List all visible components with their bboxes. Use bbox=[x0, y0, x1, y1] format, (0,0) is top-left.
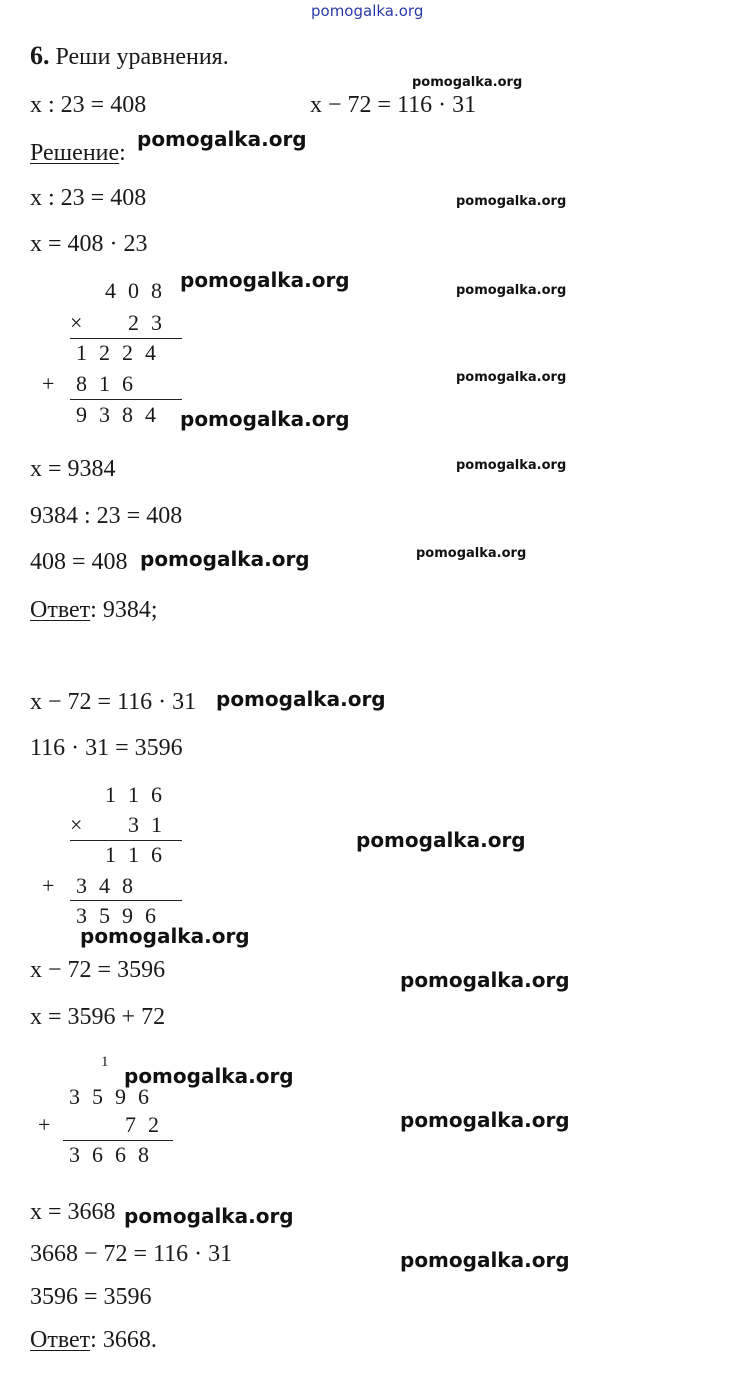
digit: 8 bbox=[122, 402, 133, 427]
digit: 1 bbox=[128, 782, 139, 807]
watermark: pomogalka.org bbox=[400, 968, 570, 992]
digit: 6 bbox=[122, 371, 133, 396]
p1-line-3: x = 9384 bbox=[30, 456, 116, 482]
digit: 1 bbox=[76, 340, 87, 365]
p2-add-carry: 1 bbox=[101, 1054, 109, 1070]
p2-line-7: 3596 = 3596 bbox=[30, 1284, 152, 1310]
solution-colon: : bbox=[119, 140, 126, 166]
digit: 1 bbox=[99, 371, 110, 396]
watermark: pomogalka.org bbox=[400, 1108, 570, 1132]
watermark: pomogalka.org bbox=[416, 546, 527, 561]
digit: 7 bbox=[125, 1112, 136, 1137]
p1-mult-rule-2 bbox=[70, 399, 182, 400]
p1-line-4: 9384 : 23 = 408 bbox=[30, 503, 183, 529]
p2-add-rule bbox=[63, 1140, 173, 1141]
digit: 3 bbox=[99, 402, 110, 427]
watermark: pomogalka.org bbox=[456, 458, 567, 473]
digit: 6 bbox=[151, 782, 162, 807]
p1-answer-line bbox=[30, 596, 158, 624]
digit: 8 bbox=[151, 278, 162, 303]
watermark: pomogalka.org bbox=[180, 268, 350, 292]
digit: 3 bbox=[151, 310, 162, 335]
p1-mult-partial-1 bbox=[70, 340, 162, 366]
p2-mult-rule-2 bbox=[70, 900, 182, 901]
digit: 8 bbox=[138, 1142, 149, 1167]
p2-answer-line bbox=[30, 1326, 157, 1354]
digit: 5 bbox=[99, 903, 110, 928]
site-header-watermark: pomogalka.org bbox=[311, 2, 424, 20]
task-equation-1: x : 23 = 408 bbox=[30, 92, 147, 118]
watermark: pomogalka.org bbox=[356, 828, 526, 852]
digit: 6 bbox=[145, 903, 156, 928]
solution-label-line bbox=[30, 139, 126, 167]
p2-line-6: 3668 − 72 = 116 · 31 bbox=[30, 1241, 233, 1267]
digit: 5 bbox=[92, 1084, 103, 1109]
p2-line-5: x = 3668 bbox=[30, 1199, 116, 1225]
digit: 2 bbox=[99, 340, 110, 365]
digit: 4 bbox=[145, 402, 156, 427]
digit: 3 bbox=[69, 1142, 80, 1167]
watermark: pomogalka.org bbox=[180, 407, 350, 431]
p2-add-row-2 bbox=[119, 1112, 165, 1138]
task-number: 6. bbox=[30, 41, 50, 70]
watermark: pomogalka.org bbox=[456, 370, 567, 385]
digit: 6 bbox=[138, 1084, 149, 1109]
watermark: pomogalka.org bbox=[412, 75, 523, 90]
digit: 6 bbox=[92, 1142, 103, 1167]
watermark: pomogalka.org bbox=[137, 127, 307, 151]
digit: 2 bbox=[148, 1112, 159, 1137]
p2-mult-partial-2 bbox=[70, 873, 139, 899]
p1-answer-value: : 9384; bbox=[90, 597, 158, 623]
watermark: pomogalka.org bbox=[456, 283, 567, 298]
p2-line-1: x − 72 = 116 · 31 bbox=[30, 689, 197, 715]
digit: 1 bbox=[151, 812, 162, 837]
watermark: pomogalka.org bbox=[400, 1248, 570, 1272]
digit: 8 bbox=[76, 371, 87, 396]
digit: 1 bbox=[105, 842, 116, 867]
digit: 6 bbox=[115, 1142, 126, 1167]
p2-mult-row-2 bbox=[122, 812, 168, 838]
digit: 4 bbox=[99, 873, 110, 898]
digit: 1 bbox=[105, 782, 116, 807]
digit: 3 bbox=[69, 1084, 80, 1109]
p2-line-4: x = 3596 + 72 bbox=[30, 1004, 166, 1030]
digit: 6 bbox=[151, 842, 162, 867]
digit: 4 bbox=[105, 278, 116, 303]
digit: 3 bbox=[128, 812, 139, 837]
digit: 9 bbox=[76, 402, 87, 427]
p1-mult-result bbox=[70, 402, 162, 428]
p2-add-result bbox=[63, 1142, 155, 1168]
p2-answer-label: Ответ bbox=[30, 1327, 91, 1353]
digit: 1 bbox=[128, 842, 139, 867]
p1-mult-sign: × bbox=[70, 310, 83, 335]
digit: 2 bbox=[122, 340, 133, 365]
p1-answer-label: Ответ bbox=[30, 597, 91, 623]
p1-mult-partial-2 bbox=[70, 371, 139, 397]
digit: 0 bbox=[128, 278, 139, 303]
p2-line-2: 116 · 31 = 3596 bbox=[30, 735, 183, 761]
solution-label: Решение bbox=[30, 140, 120, 166]
p1-mult-row-1 bbox=[99, 278, 168, 304]
digit: 2 bbox=[128, 310, 139, 335]
p1-line-1: x : 23 = 408 bbox=[30, 185, 147, 211]
p2-plus-sign: + bbox=[42, 873, 55, 898]
p2-mult-row-1 bbox=[99, 782, 168, 808]
watermark: pomogalka.org bbox=[140, 547, 310, 571]
p2-answer-value: : 3668. bbox=[90, 1327, 157, 1353]
p2-add-plus-sign: + bbox=[38, 1112, 51, 1137]
digit: 9 bbox=[122, 903, 133, 928]
p2-line-3: x − 72 = 3596 bbox=[30, 957, 166, 983]
watermark: pomogalka.org bbox=[456, 194, 567, 209]
watermark: pomogalka.org bbox=[124, 1204, 294, 1228]
watermark: pomogalka.org bbox=[80, 924, 250, 948]
p1-line-2: x = 408 · 23 bbox=[30, 231, 148, 257]
p1-line-5: 408 = 408 bbox=[30, 549, 128, 575]
digit: 8 bbox=[122, 873, 133, 898]
digit: 4 bbox=[145, 340, 156, 365]
watermark: pomogalka.org bbox=[124, 1064, 294, 1088]
p1-plus-sign: + bbox=[42, 371, 55, 396]
p2-mult-partial-1 bbox=[99, 842, 168, 868]
p1-mult-row-2 bbox=[122, 310, 168, 336]
p2-mult-sign: × bbox=[70, 812, 83, 837]
task-title: Реши уравнения. bbox=[55, 44, 229, 70]
digit: 3 bbox=[76, 903, 87, 928]
p1-mult-rule-1 bbox=[70, 338, 182, 339]
task-header bbox=[30, 42, 229, 71]
p2-mult-rule-1 bbox=[70, 840, 182, 841]
task-equation-2: x − 72 = 116 · 31 bbox=[310, 92, 477, 118]
watermark: pomogalka.org bbox=[216, 687, 386, 711]
digit: 9 bbox=[115, 1084, 126, 1109]
digit: 3 bbox=[76, 873, 87, 898]
